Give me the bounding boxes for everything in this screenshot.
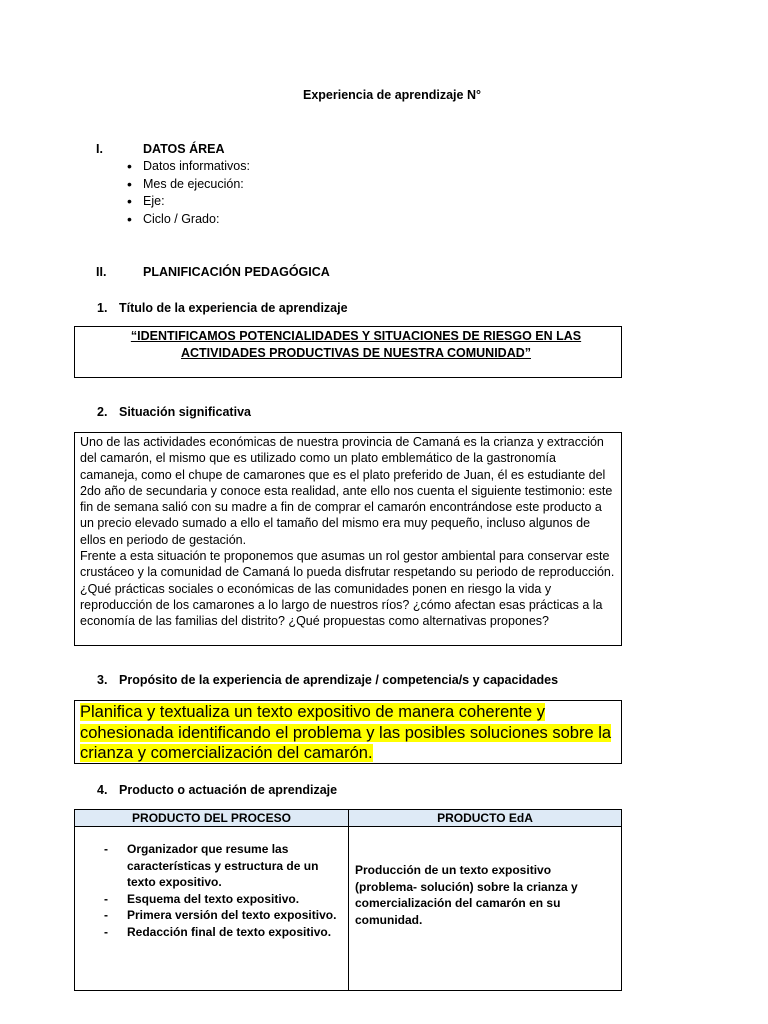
table-header-process: PRODUCTO DEL PROCESO — [75, 810, 349, 827]
subsection-4-number: 4. — [97, 783, 108, 797]
list-item: • Mes de ejecución: — [127, 176, 250, 194]
list-item: - Redacción final de texto expositivo. — [75, 924, 348, 941]
section-2-heading: PLANIFICACIÓN PEDAGÓGICA — [143, 265, 330, 279]
list-item: • Ciclo / Grado: — [127, 211, 250, 229]
list-item: • Eje: — [127, 193, 250, 211]
document-title: Experiencia de aprendizaje N° — [303, 88, 481, 102]
purpose-text: Planifica y textualiza un texto expositivo de manera coherente y cohesionada identificando el problema y las posibles soluciones sobre la crianza y comercialización del camarón. — [80, 703, 612, 762]
section-1-number: I. — [96, 142, 103, 156]
subsection-3-number: 3. — [97, 673, 108, 687]
list-item: - Organizador que resume las características y estructura de un texto expositivo. — [75, 841, 348, 891]
process-list — [75, 841, 348, 940]
list-item: • Datos informativos: — [127, 158, 250, 176]
list-item: - Primera versión del texto expositivo. — [75, 907, 348, 924]
eda-text: Producción de un texto expositivo (problema- solución) sobre la crianza y comercialización del camarón en su comunidad. — [355, 863, 578, 927]
experience-title: “IDENTIFICAMOS POTENCIALIDADES Y SITUACIONES DE RIESGO EN LAS ACTIVIDADES PRODUCTIVAS DE NUESTRA COMUNIDAD” — [130, 329, 582, 360]
subsection-4-heading: Producto o actuación de aprendizaje — [119, 783, 338, 797]
situation-paragraph-2: Frente a esta situación te proponemos que asumas un rol gestor ambiental para conservar este crustáceo y la comunidad de Camaná lo pueda disfrutar respetando su periodo de reproducción. ¿Qué prácticas sociales o económicas de las comunidades ponen en riesgo la vida y reproducción de los camarones a lo largo de nuestros ríos? ¿cómo afectan esas prácticas a la economía de las familias del distrito? ¿Qué propuestas como alternativas propones? — [80, 549, 615, 629]
section-1-heading: DATOS ÁREA — [143, 142, 225, 156]
subsection-2-heading: Situación significativa — [119, 405, 251, 419]
situation-paragraph-1: Uno de las actividades económicas de nuestra provincia de Camaná es la crianza y extracción del camarón, el mismo que es utilizado como un plato emblemático de la gastronomía camaneja, como el chupe de camarones que es el plato preferido de Juan, él es estudiante del 2do año de secundaria y conoce esta realidad, ante ello nos cuenta el siguiente testimonio: este fin de semana salió con su madre a fin de comprar el camarón encontrándose este producto a un precio elevado sumado a ello el tamaño del mismo era muy pequeño, incluso algunos de ellos en periodo de gestación. — [80, 435, 613, 547]
purpose-box — [74, 700, 622, 764]
subsection-2-number: 2. — [97, 405, 108, 419]
section-2-number: II. — [96, 265, 107, 279]
situation-box — [74, 432, 622, 646]
table-header-eda: PRODUCTO EdA — [349, 810, 622, 827]
product-table — [74, 809, 622, 991]
table-row — [75, 827, 622, 991]
eda-cell — [349, 827, 622, 991]
process-cell — [75, 827, 349, 991]
list-item: - Esquema del texto expositivo. — [75, 891, 348, 908]
subsection-3-heading: Propósito de la experiencia de aprendizaje / competencia/s y capacidades — [119, 673, 559, 687]
datos-area-list — [127, 158, 250, 228]
subsection-1-number: 1. — [97, 301, 108, 315]
subsection-1-heading: Título de la experiencia de aprendizaje — [119, 301, 348, 315]
title-box — [74, 326, 622, 378]
